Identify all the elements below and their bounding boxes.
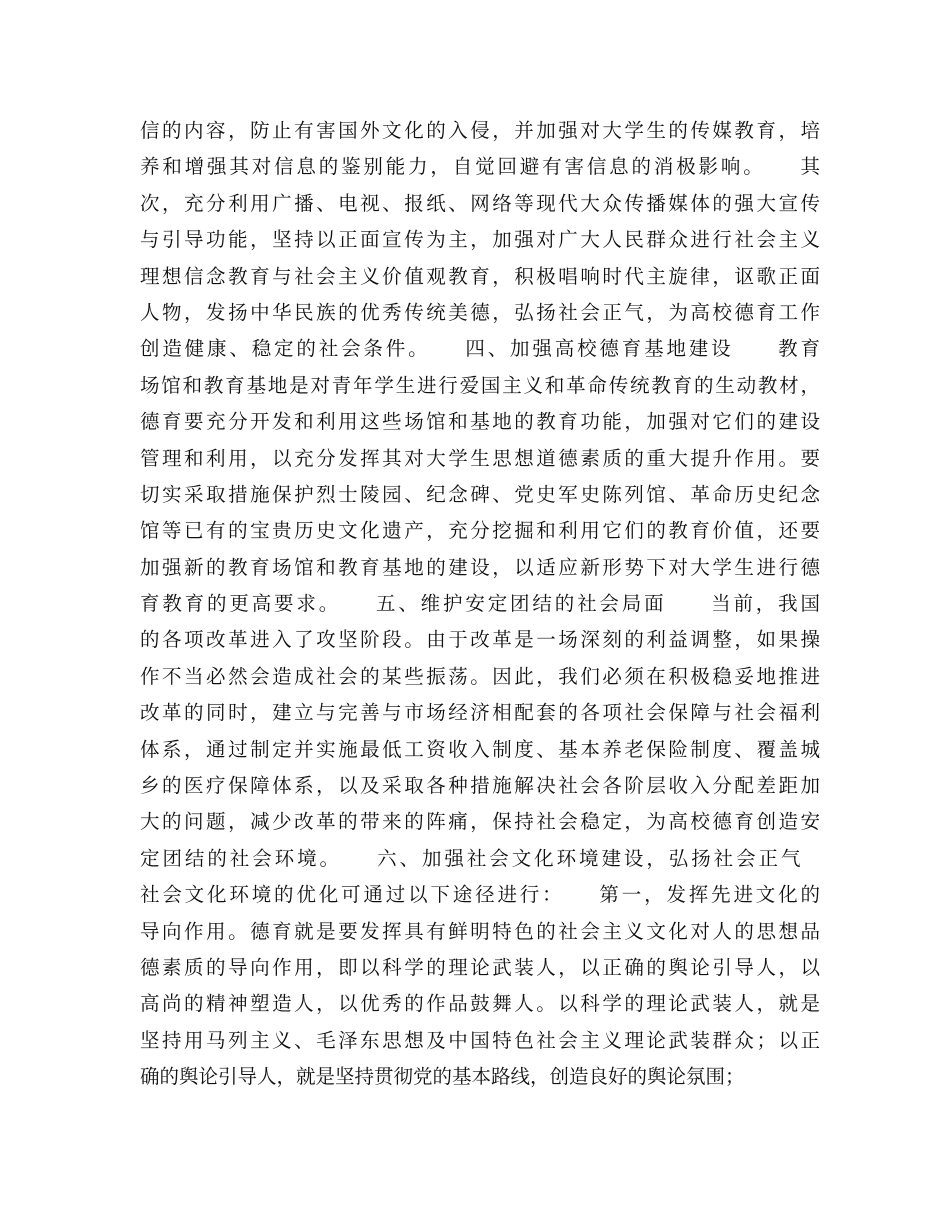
text-line-24: 德素质的导向作用，即以科学的理论武装人，以正确的舆论引导人，以 <box>140 955 820 979</box>
text-line-25: 高尚的精神塑造人，以优秀的作品鼓舞人。以科学的理论武装人，就是 <box>140 992 820 1016</box>
body-text <box>140 113 820 1096</box>
text-line-14: 育教育的更高要求。 五、维护安定团结的社会局面 当前，我国 <box>140 592 820 616</box>
text-line-7: 创造健康、稳定的社会条件。 四、加强高校德育基地建设 教育 <box>140 337 820 361</box>
text-line-12: 馆等已有的宝贵历史文化遗产，充分挖掘和利用它们的教育价值，还要 <box>140 519 820 543</box>
text-line-15: 的各项改革进入了攻坚阶段。由于改革是一场深刻的利益调整，如果操 <box>140 628 820 652</box>
text-line-21: 定团结的社会环境。 六、加强社会文化环境建设，弘扬社会正气 <box>140 846 820 870</box>
text-line-11: 切实采取措施保护烈士陵园、纪念碑、党史军史陈列馆、革命历史纪念 <box>140 482 820 506</box>
text-line-8: 场馆和教育基地是对青年学生进行爱国主义和革命传统教育的生动教材， <box>140 373 820 397</box>
text-line-9: 德育要充分开发和利用这些场馆和基地的教育功能，加强对它们的建设 <box>140 410 820 434</box>
text-line-13: 加强新的教育场馆和教育基地的建设，以适应新形势下对大学生进行德 <box>140 555 820 579</box>
text-line-5: 理想信念教育与社会主义价值观教育，积极唱响时代主旋律，讴歌正面 <box>140 264 820 288</box>
text-line-2: 养和增强其对信息的鉴别能力，自觉回避有害信息的消极影响。 其 <box>140 155 820 179</box>
text-line-3: 次，充分利用广播、电视、报纸、网络等现代大众传播媒体的强大宣传 <box>140 191 820 215</box>
text-line-10: 管理和利用，以充分发挥其对大学生思想道德素质的重大提升作用。要 <box>140 446 820 470</box>
text-line-23: 导向作用。德育就是要发挥具有鲜明特色的社会主义文化对人的思想品 <box>140 919 820 943</box>
text-line-18: 体系，通过制定并实施最低工资收入制度、基本养老保险制度、覆盖城 <box>140 737 820 761</box>
text-line-27: 确的舆论引导人，就是坚持贯彻党的基本路线，创造良好的舆论氛围； <box>140 1065 745 1089</box>
text-line-26: 坚持用马列主义、毛泽东思想及中国特色社会主义理论武装群众；以正 <box>140 1028 820 1052</box>
text-line-16: 作不当必然会造成社会的某些振荡。因此，我们必须在积极稳妥地推进 <box>140 664 820 688</box>
text-line-1: 信的内容，防止有害国外文化的入侵，并加强对大学生的传媒教育，培 <box>140 119 820 142</box>
text-line-19: 乡的医疗保障体系，以及采取各种措施解决社会各阶层收入分配差距加 <box>140 774 820 798</box>
text-line-6: 人物，发扬中华民族的优秀传统美德，弘扬社会正气，为高校德育工作 <box>140 300 820 324</box>
text-line-22: 社会文化环境的优化可通过以下途径进行： 第一，发挥先进文化的 <box>140 883 820 907</box>
text-line-17: 改革的同时，建立与完善与市场经济相配套的各项社会保障与社会福利 <box>140 701 820 725</box>
text-line-20: 大的问题，减少改革的带来的阵痛，保持社会稳定，为高校德育创造安 <box>140 810 820 834</box>
text-line-4: 与引导功能，坚持以正面宣传为主，加强对广大人民群众进行社会主义 <box>140 228 820 252</box>
